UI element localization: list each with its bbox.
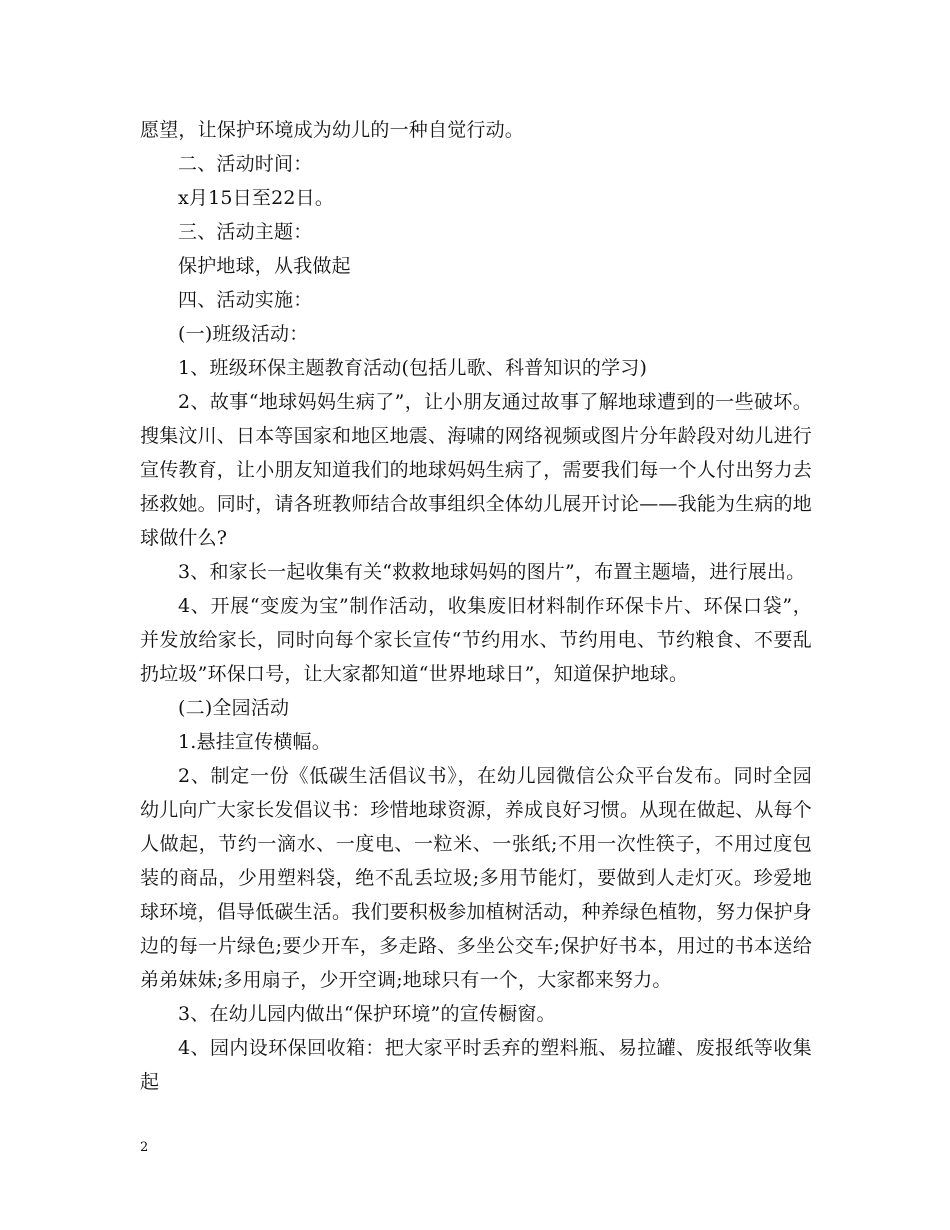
- page-number: 2: [140, 1140, 149, 1155]
- heading-activity-time: 二、活动时间：: [178, 153, 313, 175]
- class-item-4: 4、开展“变废为宝”制作活动，收集废旧材料制作环保卡片、环保口袋”，并发放给家长，同时向每个家长宣传“节约用水、节约用电、节约粮食、不要乱扔垃圾”环保口号，让大家都知道“世界地球日”，知道保护地球。: [140, 595, 812, 685]
- school-item-3: 3、在幼儿园内做出“保护环境”的宣传橱窗。: [178, 1003, 556, 1025]
- class-item-1: 1、班级环保主题教育活动(包括儿歌、科普知识的学习): [178, 357, 648, 379]
- school-item-1: 1.悬挂宣传横幅。: [178, 731, 331, 753]
- activity-theme: 保护地球，从我做起: [178, 255, 351, 277]
- class-item-3: 3、和家长一起收集有关“救救地球妈妈的图片”，布置主题墙，进行展出。: [178, 561, 806, 583]
- subheading-class-activities: (一)班级活动：: [178, 323, 309, 345]
- heading-activity-implementation: 四、活动实施：: [178, 289, 313, 311]
- subheading-school-activities: (二)全园活动: [178, 697, 290, 719]
- activity-date: x月15日至22日。: [178, 187, 335, 209]
- heading-activity-theme: 三、活动主题：: [178, 221, 313, 243]
- paragraph-continuation: 愿望，让保护环境成为幼儿的一种自觉行动。: [140, 119, 525, 141]
- school-item-2: 2、制定一份《低碳生活倡议书》，在幼儿园微信公众平台发布。同时全园幼儿向广大家长发倡议书：珍惜地球资源，养成良好习惯。从现在做起、从每个人做起，节约一滴水、一度电、一粒米、一张纸;不用一次性筷子，不用过度包装的商品，少用塑料袋，绝不乱丢垃圾;多用节能灯，要做到人走灯灭。珍爱地球环境，倡导低碳生活。我们要积极参加植树活动，种养绿色植物，努力保护身边的每一片绿色;要少开车，多走路、多坐公交车;保护好书本，用过的书本送给弟弟妹妹;多用扇子，少开空调;地球只有一个，大家都来努力。: [140, 765, 813, 991]
- school-item-4: 4、园内设环保回收箱：把大家平时丢弃的塑料瓶、易拉罐、废报纸等收集起: [140, 1037, 812, 1093]
- class-item-2: 2、故事“地球妈妈生病了”，让小朋友通过故事了解地球遭到的一些破坏。搜集汶川、日本等国家和地区地震、海啸的网络视频或图片分年龄段对幼儿进行宣传教育，让小朋友知道我们的地球妈妈生病了，需要我们每一个人付出努力去拯救她。同时，请各班教师结合故事组织全体幼儿展开讨论——我能为生病的地球做什么?: [140, 391, 813, 549]
- document-body: [140, 113, 812, 1099]
